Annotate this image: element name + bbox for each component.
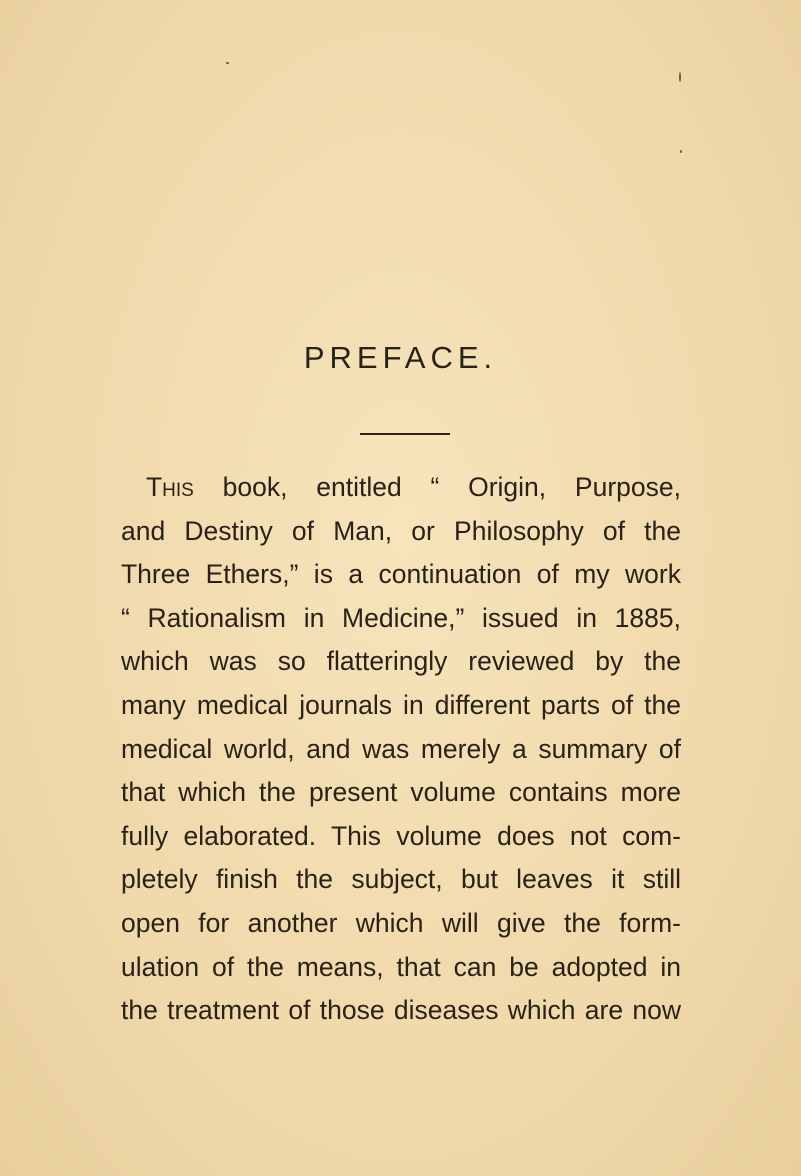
- text-line: that which the present volume contains more: [121, 777, 681, 808]
- text-line: [121, 466, 681, 510]
- text-line: the treatment of those diseases which are now: [121, 995, 681, 1026]
- title-divider: [360, 433, 450, 435]
- paper-speck: [226, 62, 229, 64]
- text-line: ulation of the means, that can be adopted in: [121, 951, 681, 982]
- text-line: and Destiny of Man, or Philosophy of the: [121, 515, 681, 546]
- text-line: fully elaborated. This volume does not com-: [121, 820, 681, 851]
- opening-word: This: [146, 472, 194, 502]
- text-line: which was so flatteringly reviewed by the: [121, 646, 681, 677]
- text-line-content: book, entitled “ Origin, Purpose,: [193, 472, 681, 502]
- text-line: many medical journals in different parts of the: [121, 689, 681, 720]
- page-title: PREFACE.: [303, 340, 498, 375]
- paper-speck: [680, 150, 682, 153]
- paper-speck: [679, 72, 681, 82]
- text-line: pletely finish the subject, but leaves it still: [121, 864, 681, 895]
- text-line: “ Rationalism in Medicine,” issued in 1885,: [121, 602, 681, 633]
- text-line: open for another which will give the form-: [121, 907, 681, 938]
- text-line: Three Ethers,” is a continuation of my work: [121, 559, 681, 590]
- preface-paragraph: [121, 466, 681, 1033]
- text-line: medical world, and was merely a summary of: [121, 733, 681, 764]
